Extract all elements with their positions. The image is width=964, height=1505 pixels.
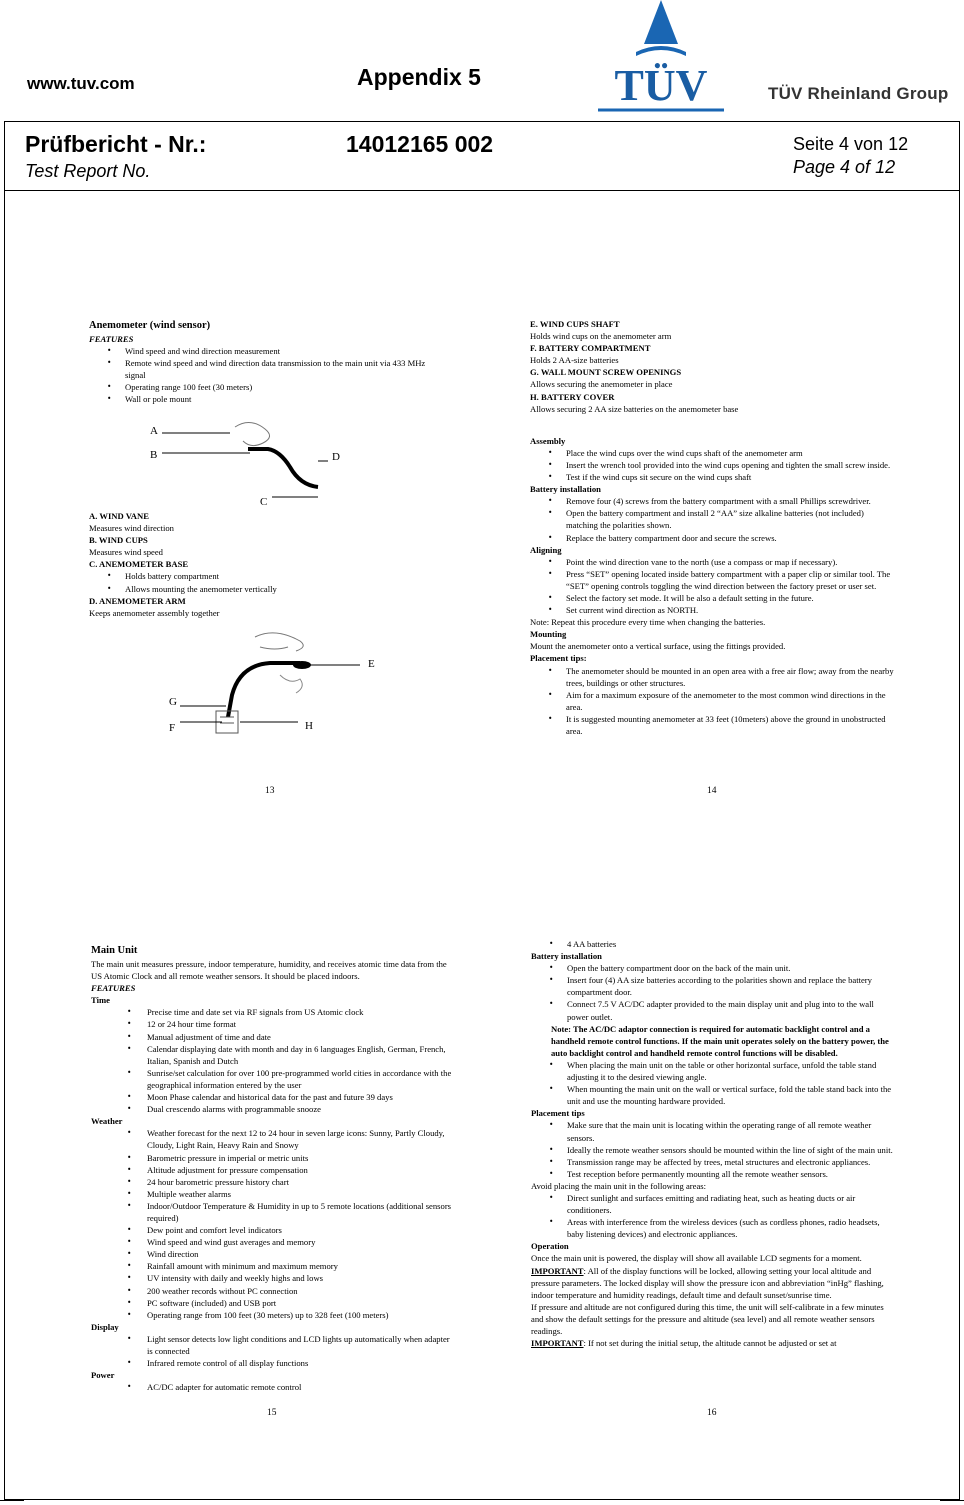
battery-list	[531, 962, 895, 1022]
page-number-15: 15	[267, 1408, 277, 1418]
placement-list	[531, 1119, 895, 1179]
report-number: 14012165 002	[346, 131, 494, 157]
aligning-list	[530, 556, 896, 616]
list-item: • Calendar displaying date with month and day in 6 languages English, German, French, Italian, Spanish and Dutch	[147, 1043, 455, 1067]
label-f: F	[169, 722, 176, 734]
placement-tips-title: Placement tips:	[530, 653, 587, 664]
list-item: • Insert the wrench tool provided into the wind cups opening and tighten the small screw inside.	[566, 459, 896, 471]
tuv-logo-icon	[594, 0, 728, 112]
list-item: • Weather forecast for the next 12 to 24 hour in seven large icons: Sunny, Partly Cloudy, Cloudy, Light Rain, Heavy Rain and Snowy	[147, 1127, 455, 1151]
test-report-label: Test Report No.	[25, 161, 151, 181]
list-item: • Manual adjustment of time and date	[147, 1031, 455, 1043]
anemometer-diagram	[140, 405, 370, 510]
tuv-group-name: TÜV Rheinland Group	[768, 84, 949, 103]
features-label: FEATURES	[91, 983, 136, 994]
label-b: B	[150, 449, 158, 461]
part-title: B. WIND CUPS	[89, 535, 148, 546]
part-description: Holds 2 AA-size batteries	[530, 355, 619, 366]
assembly-title: Assembly	[530, 435, 566, 446]
manual-page-13	[89, 318, 459, 406]
placement-tips-title: Placement tips	[531, 1108, 585, 1119]
mounting-text: Mount the anemometer onto a vertical surface, using the fittings provided.	[530, 641, 786, 652]
list-item: • Precise time and date set via RF signals from US Atomic clock	[147, 1006, 455, 1018]
note-batteries: Note: Repeat this procedure every time when changing the batteries.	[530, 617, 766, 628]
list-item: • Multiple weather alarms	[147, 1188, 455, 1200]
self-calibrate-text: If pressure and altitude are not configured during this time, the unit will self-calibrate in a few minutes and show the default settings for the pressure and altitude (sea level) and all remote weather sensors readings.	[531, 1301, 884, 1336]
list-item: • Replace the battery compartment door and secure the screws.	[566, 532, 896, 544]
list-item: • Aim for a maximum exposure of the anemometer to the most common wind directions in the area.	[566, 689, 896, 713]
corner-mark-right	[940, 1500, 964, 1501]
appendix-label: Appendix 5	[357, 64, 481, 90]
list-item: • Rainfall amount with minimum and maximum memory	[147, 1260, 455, 1272]
list-item: • The anemometer should be mounted in an open area with a free air flow; away from the nearby trees, buildings or other structures.	[566, 665, 896, 689]
list-item: • When placing the main unit on the table or other horizontal surface, unfold the table stand adjusting it to the desired viewing angle.	[567, 1059, 895, 1083]
list-item: • Light sensor detects low light conditions and LCD lights up automatically when adapter is connected	[147, 1333, 455, 1357]
features-label: FEATURES	[89, 334, 134, 344]
important-label: IMPORTANT	[531, 1265, 584, 1276]
part-title: A. WIND VANE	[89, 511, 149, 521]
part-description: Measures wind direction	[89, 523, 174, 534]
list-item: • Point the wind direction vane to the north (use a compass or map if necessary).	[566, 556, 896, 568]
anemometer-back-diagram	[160, 625, 390, 740]
corner-mark-left	[0, 1500, 24, 1501]
list-item: • Ideally the remote weather sensors should be mounted within the line of sight of the main unit.	[567, 1144, 895, 1156]
important-text: : All of the display functions will be locked, allowing setting your local altitude and pressure parameters. The locked display will show the pressure icon and abbreviation “inHg” flashing, indoor temperature and humidity readings, default time and default sunset/sunrise time.	[531, 1265, 884, 1300]
label-g: G	[169, 696, 177, 708]
time-features	[91, 1006, 455, 1115]
anemometer-title: Anemometer (wind sensor)	[89, 320, 211, 331]
page-indicator-de: Seite 4 von 12	[793, 134, 909, 154]
list-item: • Connect 7.5 V AC/DC adapter provided to the main display unit and plug into to the wall power outlet.	[567, 998, 895, 1022]
batteries-bullet	[531, 938, 895, 950]
battery-list	[530, 495, 896, 543]
part-title: G. WALL MOUNT SCREW OPENINGS	[530, 367, 682, 378]
list-item: • It is suggested mounting anemometer at 33 feet (10meters) above the ground in unobstructed area.	[566, 713, 896, 737]
adaptor-note: Note: The AC/DC adaptor connection is required for automatic backlight control and a handheld remote control functions. If the main unit operates solely on the battery power, the auto backlight control and handheld remote control functions will be disabled.	[551, 1023, 889, 1058]
list-item: • Sunrise/set calculation for over 100 pre-programmed world cities in accordance with the geographical information entered by the user	[147, 1067, 455, 1091]
part-description: Measures wind speed	[89, 547, 163, 558]
main-unit-title: Main Unit	[91, 945, 138, 956]
list-item: • Test reception before permanently mounting all the remote weather sensors.	[567, 1168, 895, 1180]
list-item: • Insert four (4) AA size batteries according to the polarities shown and replace the battery compartment door.	[567, 974, 895, 998]
battery-installation-title: Battery installation	[530, 484, 601, 495]
manual-page-15	[91, 943, 455, 1393]
list-item: • Wind speed and wind gust averages and memory	[147, 1236, 455, 1248]
list-item: • Wind speed and wind direction measurement	[125, 345, 459, 357]
list-item: • Holds battery compartment	[125, 570, 459, 582]
page-number-16: 16	[707, 1408, 717, 1418]
label-h: H	[305, 720, 313, 732]
page-number-14: 14	[707, 786, 717, 796]
website-url: www.tuv.com	[27, 74, 135, 93]
label-c: C	[260, 496, 268, 508]
list-item: • Altitude adjustment for pressure compensation	[147, 1164, 455, 1176]
operation-title: Operation	[531, 1241, 569, 1252]
list-item: • Wall or pole mount	[125, 393, 459, 405]
list-item: • Transmission range may be affected by trees, metal structures and electronic appliances.	[567, 1156, 895, 1168]
page-number-13: 13	[265, 786, 275, 796]
header-divider	[4, 190, 960, 191]
list-item: • Set current wind direction as NORTH.	[566, 604, 896, 616]
avoid-intro: Avoid placing the main unit in the following areas:	[531, 1180, 707, 1191]
page-indicator-en: Page 4 of 12	[793, 157, 896, 177]
list-item: • 24 hour barometric pressure history chart	[147, 1176, 455, 1188]
important-paragraph-2	[531, 1337, 895, 1349]
list-item: • Open the battery compartment and install 2 “AA” size alkaline batteries (not included) matching the polarities shown.	[566, 507, 896, 531]
list-item: • Allows mounting the anemometer vertically	[125, 583, 459, 595]
weather-label: Weather	[91, 1116, 123, 1127]
power-label: Power	[91, 1370, 115, 1381]
manual-page-16	[531, 938, 895, 1349]
label-e: E	[368, 658, 375, 670]
list-item: • Direct sunlight and surfaces emitting and radiating heat, such as heating ducts or air conditioners.	[567, 1192, 895, 1216]
important-paragraph-1	[531, 1265, 895, 1301]
assembly-list	[530, 447, 896, 483]
list-item: • Operating range 100 feet (30 meters)	[125, 381, 459, 393]
weather-features	[91, 1127, 455, 1321]
aligning-title: Aligning	[530, 544, 562, 555]
part-title: C. ANEMOMETER BASE	[89, 559, 189, 570]
anemometer-parts-list	[89, 510, 459, 619]
stand-list	[531, 1059, 895, 1107]
list-item: • Infrared remote control of all display functions	[147, 1357, 455, 1369]
list-item: • AC/DC adapter for automatic remote control	[147, 1381, 455, 1393]
tuv-logo-text: TÜV	[614, 61, 708, 110]
list-item: • Indoor/Outdoor Temperature & Humidity in up to 5 remote locations (additional sensors required)	[147, 1200, 455, 1224]
anemometer-features	[89, 345, 459, 405]
list-item: • UV intensity with daily and weekly highs and lows	[147, 1272, 455, 1284]
manual-page-14	[530, 318, 896, 737]
list-item: • Remote wind speed and wind direction data transmission to the main unit via 433 MHz signal	[125, 357, 445, 381]
list-item: • Operating range from 100 feet (30 meters) up to 328 feet (100 meters)	[147, 1309, 455, 1321]
power-features	[91, 1381, 455, 1393]
list-item: • Dew point and comfort level indicators	[147, 1224, 455, 1236]
part-description: Keeps anemometer assembly together	[89, 607, 220, 618]
display-features	[91, 1333, 455, 1369]
list-item: • 4 AA batteries	[567, 938, 895, 950]
mounting-title: Mounting	[530, 629, 567, 640]
list-item: • Test if the wind cups sit secure on the wind cups shaft	[566, 471, 896, 483]
important-label: IMPORTANT	[531, 1338, 584, 1349]
list-item: • Make sure that the main unit is locating within the operating range of all remote weather sensors.	[567, 1119, 895, 1143]
list-item: • When mounting the main unit on the wall or vertical surface, fold the table stand back into the unit and use the mounting hardware provided.	[567, 1083, 895, 1107]
label-a: A	[150, 425, 158, 437]
part-description: Allows securing the anemometer in place	[530, 379, 673, 390]
list-item: • 12 or 24 hour time format	[147, 1018, 455, 1030]
list-item: • Areas with interference from the wireless devices (such as cordless phones, radio headsets, baby listening devices) and electronic appliances.	[567, 1216, 895, 1240]
list-item: • Barometric pressure in imperial or metric units	[147, 1152, 455, 1164]
list-item: • Open the battery compartment door on the back of the main unit.	[567, 962, 895, 974]
battery-installation-title: Battery installation	[531, 951, 602, 962]
part-title: H. BATTERY COVER	[530, 391, 615, 402]
important-text: : If not set during the initial setup, the altitude cannot be adjusted or set at	[583, 1338, 837, 1349]
list-item: • PC software (included) and USB port	[147, 1297, 455, 1309]
list-item: • Moon Phase calendar and historical data for the past and future 39 days	[147, 1091, 455, 1103]
operation-text: Once the main unit is powered, the display will show all available LCD segments for a moment.	[531, 1253, 862, 1264]
part-title: F. BATTERY COMPARTMENT	[530, 343, 651, 354]
main-unit-intro: The main unit measures pressure, indoor temperature, humidity, and receives atomic time data from the US Atomic Clock and all remote weather sensors. It should be placed indoors.	[91, 959, 447, 982]
list-item: • Remove four (4) screws from the battery compartment with a small Phillips screwdriver.	[566, 495, 896, 507]
list-item: • Wind direction	[147, 1248, 455, 1260]
part-title: E. WIND CUPS SHAFT	[530, 319, 620, 329]
part-title: D. ANEMOMETER ARM	[89, 595, 186, 606]
label-d: D	[332, 451, 340, 463]
list-item: • Place the wind cups over the wind cups shaft of the anemometer arm	[566, 447, 896, 459]
avoid-list	[531, 1192, 895, 1240]
list-item: • Dual crescendo alarms with programmable snooze	[147, 1103, 455, 1115]
pruefbericht-label: Prüfbericht - Nr.:	[25, 131, 207, 157]
part-description: Allows securing 2 AA size batteries on the anemometer base	[530, 403, 739, 414]
list-item: • 200 weather records without PC connection	[147, 1285, 455, 1297]
display-label: Display	[91, 1321, 119, 1332]
part-description: Holds wind cups on the anemometer arm	[530, 331, 672, 342]
time-label: Time	[91, 995, 110, 1006]
placement-list	[530, 665, 896, 738]
list-item: • Press “SET” opening located inside battery compartment with a paper clip or similar tool. The “SET” opening controls toggling the wind direction between the factory preset or user set.	[566, 568, 896, 592]
base-bullets	[89, 570, 459, 594]
list-item: • Select the factory set mode. It will be also a default setting in the future.	[566, 592, 896, 604]
